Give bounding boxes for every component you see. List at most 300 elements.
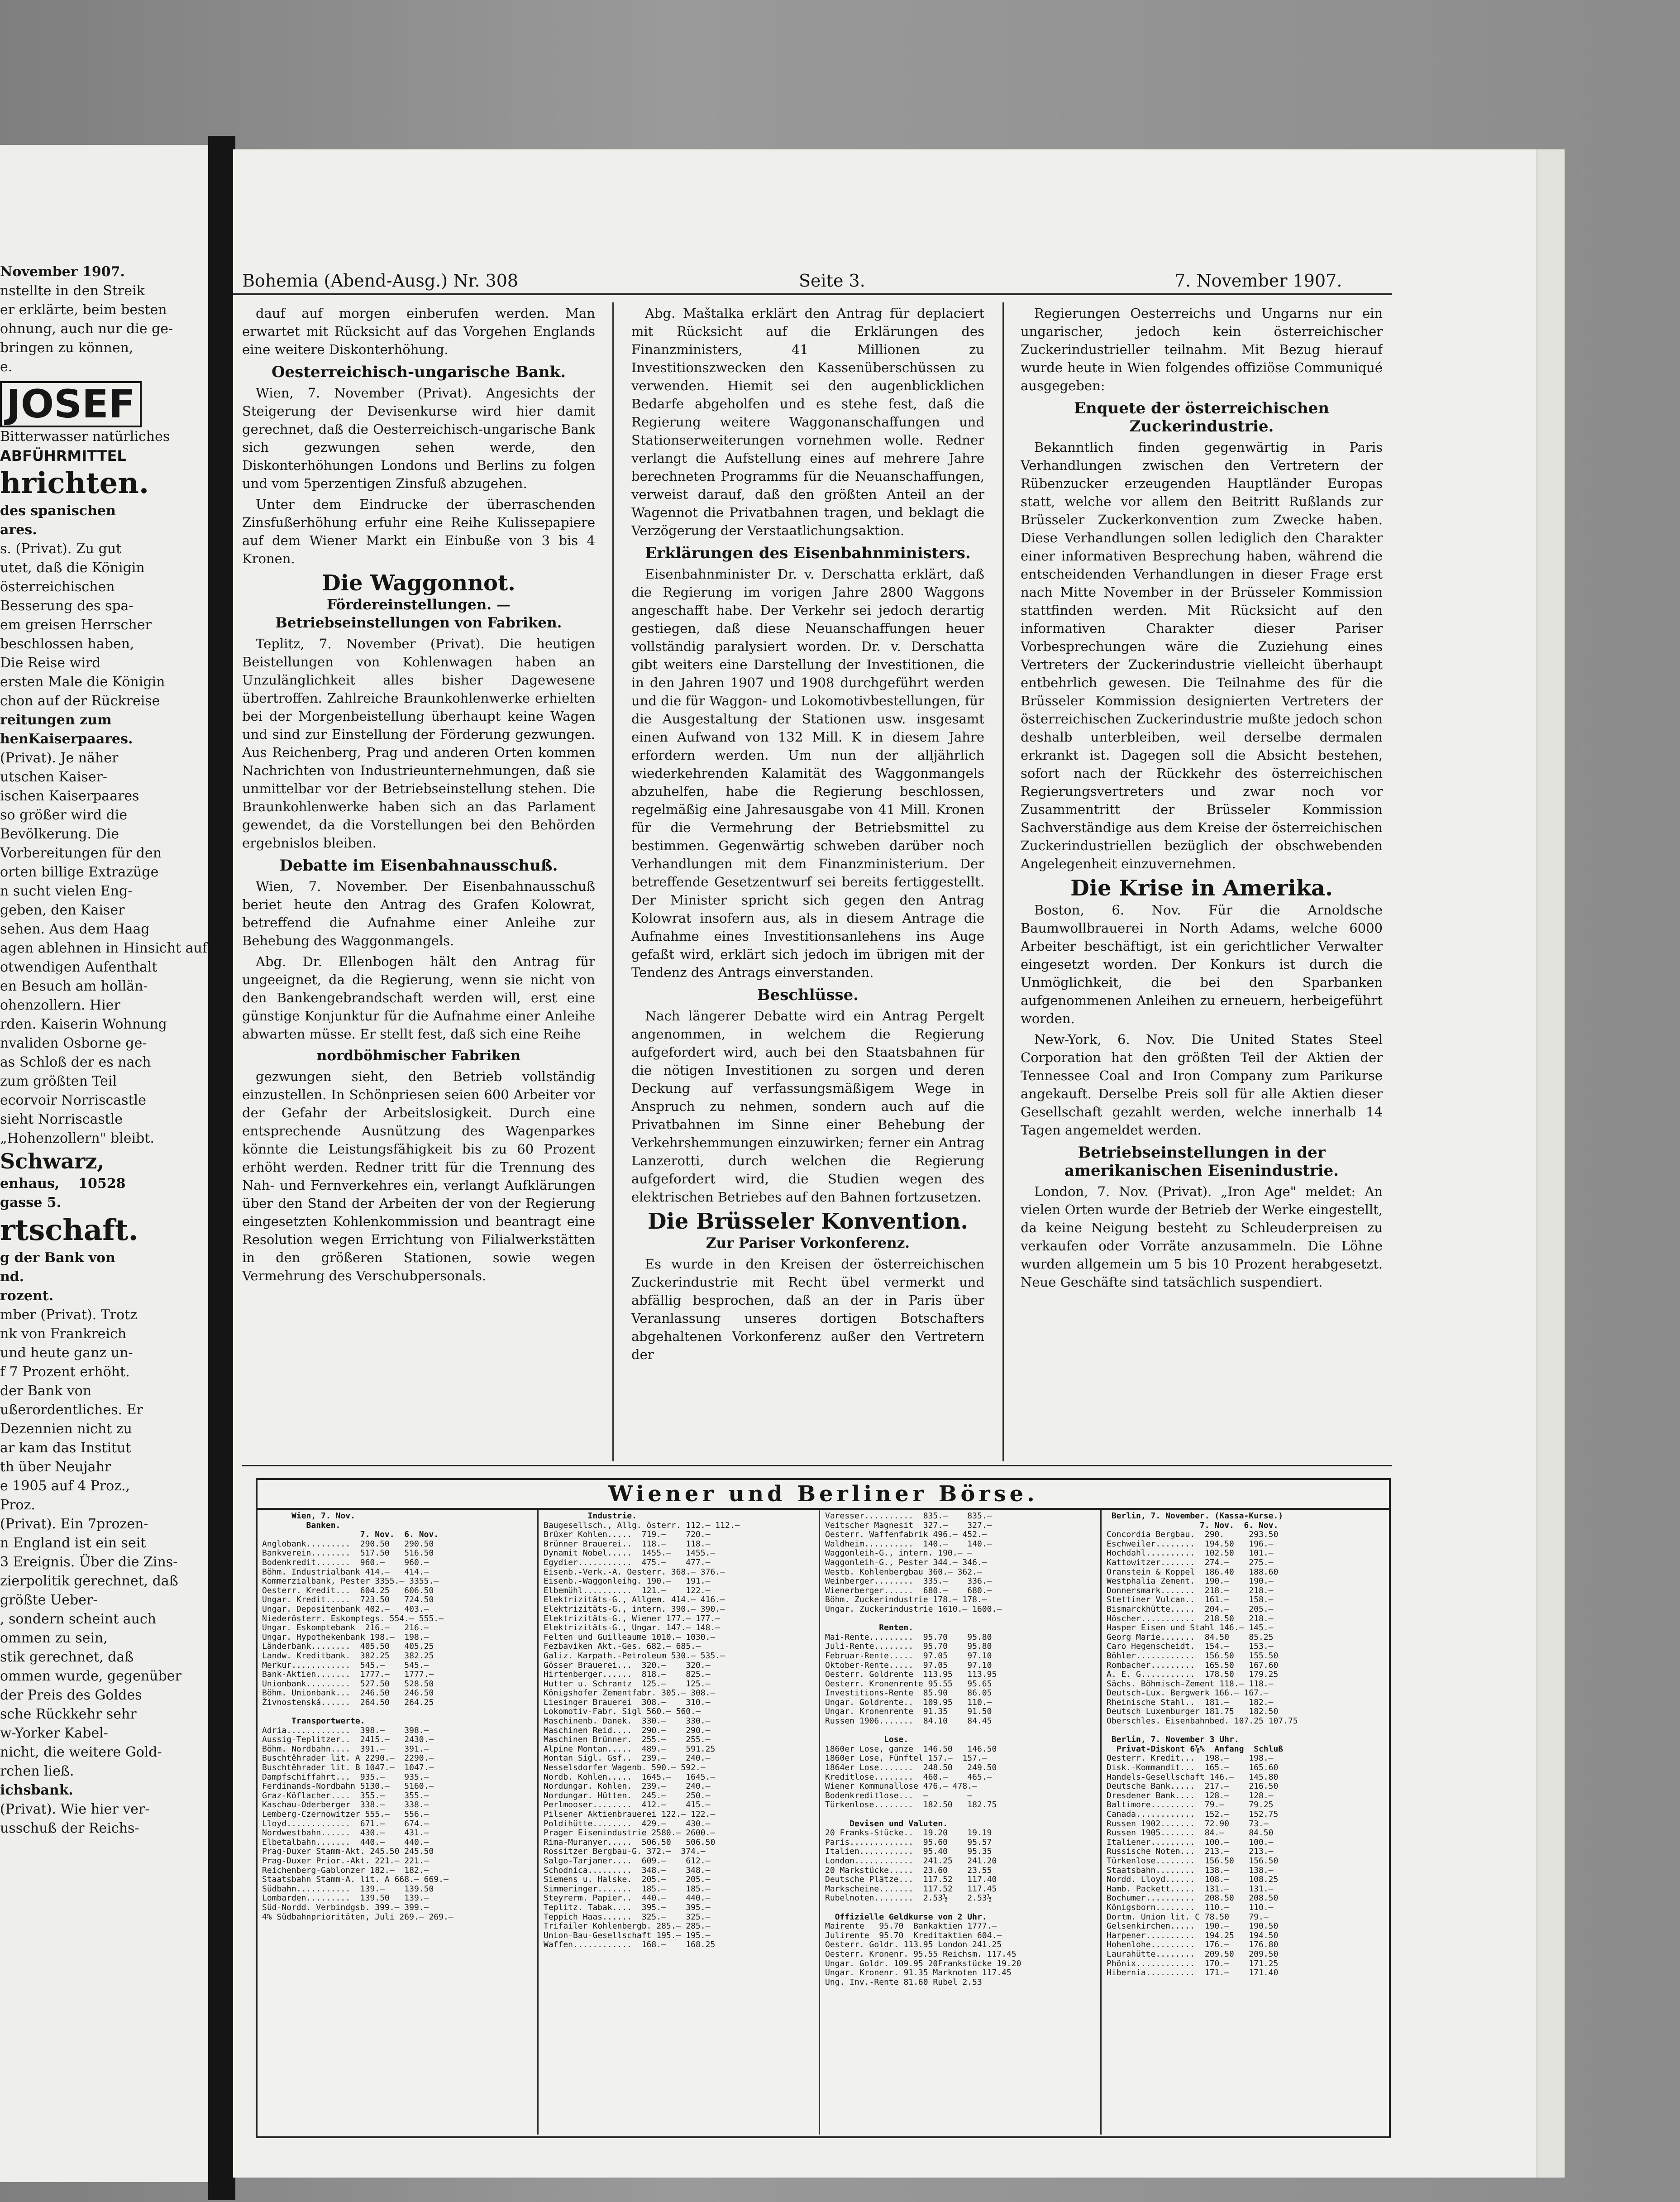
article-heading: Enquete der österreichischen Zuckerindustrie. [1074,399,1329,436]
quote-row: Hirtenberger...... 818.— 825.— [544,1670,711,1680]
quote-row: Gelsenkirchen..... 190.— 190.50 [1107,1921,1279,1931]
quote-row: Oesterr. Waffenfabrik 496.— 452.— [825,1530,987,1540]
quote-row: Phönix............ 170.— 171.25 [1107,1958,1279,1968]
left-page-line: e. [0,359,13,375]
quote-row: Hasper Eisen und Stahl 146.— 145.— [1107,1623,1274,1633]
left-page-line: utschen Kaiser- [0,769,108,785]
quote-row: Hochdahl.......... 102.50 101.— [1107,1548,1274,1558]
quote-section-heading: 7. Nov. 6. Nov. [262,1530,439,1540]
quote-row: Prag-Duxer Prior.-Akt. 221.— 221.— [262,1856,429,1866]
quote-row: 20 Markstücke..... 23.60 23.55 [825,1865,992,1875]
left-page-line: rchen ließ. [0,1763,74,1779]
quote-row: Russen 1906....... 84.10 84.45 [825,1716,992,1726]
quote-row: Adria............. 398.— 398.— [262,1725,429,1735]
left-page-line: Schwarz, [0,1149,105,1173]
quote-section-heading: Renten. [825,1623,914,1633]
paragraph: New-York, 6. Nov. Die United States Steel Corporation hat den größten Teil der Aktien der Tennessee Coal and Iron Company zum Parikurse angekauft. Derselbe Preis soll für alle Aktien dieser Gesellschaft gezahlt werden, welche innerhalb 14 Tagen angemeldet werden. [1021,1032,1383,1138]
quote-row: Veitscher Magnesit 327.— 327.— [825,1520,992,1530]
quotes-divider-3 [1100,1510,1102,2135]
left-page-line: rtschaft. [0,1213,138,1247]
quote-section-heading: Wien, 7. Nov. [262,1512,355,1521]
stock-exchange-title: Wiener und Berliner Börse. [258,1480,1389,1510]
quote-row: Kreditlose........ 460.— 465.— [825,1772,992,1782]
left-page-line: ersten Male die Königin [0,674,165,690]
quote-row: Juli-Rente........ 95.70 95.80 [825,1642,992,1652]
column-divider-2 [1002,302,1004,1461]
left-page-line: so größer wird die [0,807,128,823]
left-page-line: sehen. Aus dem Haag [0,921,150,937]
left-page-line: en Besuch am hollän- [0,978,148,994]
left-page-line: utet, daß die Königin [0,560,145,576]
left-page-line: Die Reise wird [0,655,101,671]
left-page-line: ohenzollern. Hier [0,997,120,1013]
paragraph: Regierungen Oesterreichs und Ungarns nur ein ungarischer, jedoch kein österreichischer Zuckerindustrieller teilnahm. Mit Bezug hierauf wurde heute in Wien folgendes offiziöse Communiqué ausgegeben: [1021,306,1383,393]
left-page-line: enhaus, 10528 [0,1176,126,1192]
left-page-line: ABFÜHRMITTEL [0,447,126,464]
quote-row: Paris............. 95.60 95.57 [825,1837,992,1847]
quote-row: Baugesellsch., Allg. österr. 112.— 112.— [544,1520,740,1530]
quote-row: Fezbaviken Akt.-Ges. 682.— 685.— [544,1642,701,1652]
quotes-divider-2 [819,1510,820,2135]
left-page-line: ar kam das Institut [0,1440,131,1456]
quote-row: Disk.-Kommandit... 165.— 165.60 [1107,1763,1279,1773]
quote-row: Westphalia Zement. 190.— 190.— [1107,1576,1274,1586]
quote-section-heading: Transportwerte. [262,1716,365,1726]
quote-row: Nesselsdorfer Wagenb. 590.— 592.— [544,1763,706,1773]
quote-row: Elbemühl.......... 121.— 122.— [544,1585,711,1595]
articles-bottom-rule [242,1465,1392,1466]
quote-row [825,1614,1092,1624]
left-page-line: zierpolitik gerechnet, daß [0,1573,178,1589]
left-page-line: beschlossen haben, [0,636,134,652]
left-page-line: nvaliden Osborne ge- [0,1035,147,1051]
left-page-line: sieht Norriscastle [0,1111,123,1127]
quotes-column-rents [825,1512,1092,1987]
quote-row: Nordungar. Kohlen. 239.— 240.— [544,1781,711,1791]
quote-row: 1864er Lose....... 248.50 249.50 [825,1763,997,1773]
left-page-line: der Bank von [0,1383,92,1399]
quote-row: Weinberger........ 335.— 336.— [825,1576,992,1586]
quote-section-heading: Offizielle Geldkurse von 2 Uhr. [825,1912,987,1922]
left-page-line: rozent. [0,1288,54,1304]
quote-row: Ungar. Kronenr. 91.35 Marknoten 117.45 [825,1968,1012,1978]
quote-row: Salgo-Tarjaner.... 609.— 612.— [544,1856,711,1866]
quote-row: Egydier........... 475.— 477.— [544,1557,711,1567]
left-page-line: ommen wurde, gegenüber [0,1668,181,1684]
quote-row: Türkenlose........ 156.50 156.50 [1107,1856,1279,1866]
stock-exchange-table [256,1478,1391,2138]
paragraph: Teplitz, 7. November (Privat). Die heutigen Beistellungen von Kohlenwagen haben an Unzulänglichkeit alles bisher Dagewesene übertroffen. Zahlreiche Braunkohlenwerke erhielten bei der Morgenbeistellung überhaupt keine Wagen und sind zur Einstellung der Förderung gezwungen. Aus Reichenberg, Prag und anderen Orten kommen Nachrichten von Industrieunternehmungen, daß sie unmittelbar vor der Betriebseinstellung stehen. Die Braunkohlenwerke haben sich an das Parlament gewendet, da die Vorstellungen bei den Behörden ergebnislos bleiben. [242,636,595,851]
paragraph: Bekanntlich finden gegenwärtig in Paris Verhandlungen zwischen den Vertretern der Rübenzucker erzeugenden Hauptländer Europas statt, welche vor allem den Beitritt Rußlands zur Brüsseler Zuckerkonvention zum Zwecke haben. Diese Verhandlungen sollen lediglich den Charakter einer informativen Besprechung haben, während die entscheidenden Verhandlungen in dieser Frage erst nach Mitte November in der Brüsseler Kommission stattfinden werden. Mit Rücksicht auf den informativen Charakter dieser Pariser Vorbesprechungen wäre die Zuziehung eines Vertreters der Zuckerindustrie vielleicht überhaupt entbehrlich gewesen. Die Teilnahme des für die Brüsseler Kommission designierten Vertreters der österreichischen Zuckerindustrie mußte jedoch schon deshalb unterbleiben, weil derselbe dermalen erkrankt ist. Dagegen soll die Absicht bestehen, sofort nach der Rückkehr des österreichischen Regierungsvertreters und zwar noch vor Zusammentritt der Brüsseler Kommission Sachverständige aus dem Kreise der österreichischen Zuckerindustriellen bezüglich der obschwebenden Angelegenheit einzuvernehmen. [1021,440,1383,871]
quote-row: Bank-Aktien....... 1777.— 1777.— [262,1670,434,1680]
paragraph: Abg. Maštalka erklärt den Antrag für deplaciert mit Rücksicht auf die Erklärungen des Finanzministers, 41 Millionen zu Investitionszwecken den Kassenüberschüssen zu verwenden. Hiemit sei den augenblicklichen Bedarfe abgeholfen und es stehe fest, daß die Regierung weitere Waggonanschaffungen und Stationserweiterungen vornehmen wolle. Redner verlangt die Aufstellung eines auf mehrere Jahre berechneten Programms für die Neuanschaffungen, verweist darauf, daß den größten Anteil an der Wagennot die Privatbahnen tragen, und beklagt die Verzögerung der Verstaatlichungsaktion. [631,306,984,538]
left-page-line: größte Ueber- [0,1592,98,1608]
quote-row: Harpener.......... 194.25 194.50 [1107,1930,1279,1940]
quote-row: Georg Marie....... 84.50 85.25 [1107,1632,1274,1642]
quote-row: Donnersmark....... 218.— 218.— [1107,1585,1274,1595]
quote-row: Handels-Gesellschaft 146.— 145.80 [1107,1772,1279,1782]
quote-row: Nordd. Lloyd...... 108.— 108.25 [1107,1875,1279,1885]
quote-row: Königsborn........ 110.— 110.— [1107,1902,1274,1912]
quote-row: Böhm. Unionbank... 246.50 246.50 [262,1688,434,1698]
quote-row: Maschinen Reid.... 290.— 290.— [544,1725,711,1735]
quote-row: Ungar. Goldrente.. 109.95 110.— [825,1697,992,1707]
quote-row: Bismarckhütte..... 204.— 205.— [1107,1604,1274,1614]
left-page-line: er erklärte, beim besten [0,302,167,318]
paragraph: Abg. Dr. Ellenbogen hält den Antrag für ungeeignet, da die Regierung, wenn sie nicht von den Bankengebrandschaft werden will, erst eine günstige Konjunktur für die Aufnahme einer Anleihe abwarten müsse. Er stellt fest, daß sich eine Reihe [242,954,595,1042]
quote-row: Russen 1902....... 72.90 73.— [1107,1819,1269,1829]
left-page-fragment [0,145,208,2182]
article-heading: Oesterreichisch-ungarische Bank. [271,363,566,381]
left-page-line: ares. [0,522,37,538]
quote-row: Oktober-Rente..... 97.05 97.10 [825,1660,992,1670]
left-page-line: „Hohenzollern" bleibt. [0,1130,154,1146]
quote-row: Union-Bau-Gesellschaft 195.— 195.— [544,1930,711,1940]
left-page-line: reitungen zum [0,712,112,728]
quotes-divider-1 [537,1510,539,2135]
quote-row: Königshofer Zementfabr. 305.— 308.— [544,1688,716,1698]
paragraph: Wien, 7. November. Der Eisenbahnausschuß beriet heute den Antrag des Grafen Kolowrat, betreffend die Aufnahme einer Anleihe zur Behebung des Waggonmangels. [242,879,595,948]
quote-row: Lokomotiv-Fabr. Sigl 560.— 560.— [544,1707,701,1717]
quote-row: Trifailer Kohlenbergb. 285.— 285.— [544,1921,711,1931]
left-page-line: n England ist ein seit [0,1535,146,1551]
quote-row: Lemberg-Czernowitzer 555.— 556.— [262,1809,429,1819]
quote-row: Rombacher......... 165.50 167.60 [1107,1660,1279,1670]
quote-section-heading: Privat-Diskont 6⅞% Anfang Schluß [1107,1744,1284,1754]
quote-row: Felten und Guilleaume 1010.— 1030.— [544,1632,716,1642]
quote-row: Landw. Kreditbank. 382.25 382.25 [262,1651,434,1661]
quote-row: Deutsch Luxemburger 181.75 182.50 [1107,1707,1279,1717]
left-page-line: ecorvoir Norriscastle [0,1092,146,1108]
quote-row: Rubelnoten........ 2.53½ 2.53½ [825,1893,992,1903]
quote-row: Nordwestbahn...... 430.— 431.— [262,1828,429,1838]
quote-row: Oesterr. Kredit... 198.— 198.— [1107,1753,1274,1763]
left-page-line: geben, den Kaiser [0,902,125,918]
paragraph: dauf auf morgen einberufen werden. Man erwartet mit Rücksicht auf das Vorgehen Englands eine weitere Diskonterhöhung. [242,306,595,357]
quote-row: Ungar. Kronenrente 91.35 91.50 [825,1707,992,1717]
masthead-title: Bohemia (Abend-Ausg.) Nr. 308 [242,271,519,291]
quote-row: Poldihütte........ 429.— 430.— [544,1819,711,1829]
quote-row: Investitions-Rente 85.90 86.05 [825,1688,992,1698]
left-page-line: n sucht vielen Eng- [0,883,133,899]
left-page-line: otwendigen Aufenthalt [0,959,158,975]
quote-row: Rheinische Stahl.. 181.— 182.— [1107,1697,1274,1707]
paragraph: Es wurde in den Kreisen der österreichischen Zuckerindustrie mit Recht übel vermerkt und abfällig besprochen, daß an der in Paris über Veranlassung unseres dortigen Botschafters abgehaltenen Vorkonferenz außer den Vertretern der [631,1256,984,1362]
left-page-line: Besserung des spa- [0,598,134,614]
left-page-line: (Privat). Wie hier ver- [0,1801,150,1817]
left-page-line: orten billige Extrazüge [0,864,159,880]
quote-row: Elektrizitäts-G., intern. 390.— 390.— [544,1604,725,1614]
article-heading: Betriebseinstellungen in der amerikanischen Eisenindustrie. [1064,1144,1339,1180]
quote-row: Oesterr. Kronenr. 95.55 Reichsm. 117.45 [825,1949,1017,1959]
quote-section-heading: Berlin, 7. November. (Kassa-Kurse.) [1107,1512,1284,1521]
quotes-column-vienna-banks [262,1512,529,1922]
quote-row: Südbahn........... 139.— 139.50 [262,1884,434,1894]
quote-row: Oesterr. Goldr. 113.95 London 241.25 [825,1940,1002,1950]
left-page-line: ußerordentliches. Er [0,1402,143,1418]
article-heading: Erklärungen des Eisenbahnministers. [645,544,971,562]
quote-row: Kommerzialbank, Pester 3355.— 3355.— [262,1576,439,1586]
quote-row: Oesterr. Kronenrente 95.55 95.65 [825,1679,992,1689]
left-page-line: (Privat). Ein 7prozen- [0,1516,148,1532]
left-page-line: 3 Ereignis. Über die Zins- [0,1554,178,1570]
quote-row: Türkenlose........ 182.50 182.75 [825,1800,997,1810]
quote-row: Ungar. Zuckerindustrie 1610.— 1600.— [825,1604,1002,1614]
quote-row: Länderbank........ 405.50 405.25 [262,1642,434,1652]
quote-row: Böhler............ 156.50 155.50 [1107,1651,1279,1661]
quote-row: Oesterr. Kredit... 604.25 606.50 [262,1585,434,1595]
left-page-line: , sondern scheint auch [0,1611,157,1627]
left-page-line: mber (Privat). Trotz [0,1307,138,1323]
quotes-column-industry [544,1512,811,1950]
quote-row: Perlmooser........ 412.— 415.— [544,1800,711,1810]
quote-row: Italien........... 95.40 95.35 [825,1847,992,1857]
quote-row: Prager Eisenindustrie 2580.— 2600.— [544,1828,716,1838]
quote-row: Böhm. Industrialbank 414.— 414.— [262,1567,429,1577]
quote-section-heading: 7. Nov. 6. Nov. [1107,1520,1279,1530]
quote-row: Živnostenská...... 264.50 264.25 [262,1697,434,1707]
article-subheading: Zur Pariser Vorkonferenz. [706,1235,910,1251]
paragraph: Eisenbahnminister Dr. v. Derschatta erklärt, daß die Regierung im vorigen Jahre 2800 Waggons angeschafft habe. Der Verkehr sei jedoch derartig gestiegen, daß diese Neuanschaffungen heuer vollständig paralysiert worden. Dr. v. Derschatta gibt weiters eine Darstellung der Investitionen, die in den Jahren 1907 und 1908 durchgeführt werden und die für Waggon- und Lokomotivbestellungen, für die Ausgestaltung der Stationen usw. insgesamt einen Aufwand von 132 Mill. K in diesem Jahre erfordern werden. Um nun der alljährlich wiederkehrenden Kalamität des Waggonmangels abzuhelfen, habe die Regierung beschlossen, regelmäßig eine Jahresausgabe von 41 Mill. Kronen für die Vermehrung der Betriebsmittel zu bestimmen. Gegenwärtig schweben darüber noch Verhandlungen mit dem Finanzministerium. Der betreffende Gesetzentwurf sei bereits fertiggestellt. Der Minister spricht sich gegen den Antrag Kolowrat insofern aus, als in diesem Antrage die Aufnahme eines Investitionsanlehens ins Auge gefaßt wird, erklärt sich jedoch im übrigen mit der Tendenz des Antrags einverstanden. [631,566,984,980]
left-page-line: ommen zu sein, [0,1630,108,1646]
quote-row: Oesterr. Goldrente 113.95 113.95 [825,1670,997,1680]
quote-row: Liesinger Brauerei 308.— 310.— [544,1697,711,1707]
quote-row: Dampfschiffahrt... 935.— 935.— [262,1772,429,1782]
left-page-line: nicht, die weitere Gold- [0,1744,162,1760]
quote-row: Ungar. Kredit..... 723.50 724.50 [262,1595,434,1605]
quote-section-heading: Banken. [262,1520,341,1530]
quote-row: Staatsbahn Stamm-A. lit. A 668.— 669.— [262,1875,449,1885]
quote-row: Ung. Inv.-Rente 81.60 Rubel 2.53 [825,1977,982,1987]
quote-row: Wiener Kommunallose 476.— 478.— [825,1781,977,1791]
quote-row: Galiz. Karpath.-Petroleum 530.— 535.— [544,1651,725,1661]
quote-row: Prag-Duxer Stamm-Akt. 245.50 245.50 [262,1847,434,1857]
left-page-line: agen ablehnen in Hinsicht auf [0,940,207,956]
quote-row: Kattowitzer....... 274.— 275.— [1107,1557,1274,1567]
left-page-line: ichsbank. [0,1782,73,1798]
quote-row: Schodnica......... 348.— 348.— [544,1865,711,1875]
quote-row: Julirente 95.70 Kreditaktien 604.— [825,1930,1002,1940]
quote-row: Elbetalbahn....... 440.— 440.— [262,1837,429,1847]
quote-row: Staatsbahn........ 138.— 138.— [1107,1865,1274,1875]
quote-row: Böhm. Zuckerindustrie 178.— 178.— [825,1595,987,1605]
left-page-line: Proz. [0,1497,35,1513]
quote-row: Hamb. Packett..... 131.— 131.— [1107,1884,1274,1894]
left-page-line: nk von Frankreich [0,1326,127,1342]
quote-row [825,1810,1092,1819]
article-column-1 [242,304,595,1463]
quote-row: Gösser Brauerei... 320.— 320.— [544,1660,711,1670]
quote-section-heading: Berlin, 7. November 3 Uhr. [1107,1735,1239,1745]
next-page-edge [1537,149,1565,2178]
quote-row: Lombarden......... 139.50 139.— [262,1893,429,1903]
quote-row: Niederösterr. Eskomptegs. 554.— 555.— [262,1613,444,1623]
quote-row: Italiener......... 100.— 100.— [1107,1837,1274,1847]
left-page-line: ischen Kaiserpaares [0,788,139,804]
quote-row: Nordb. Kohlen..... 1645.— 1645.— [544,1772,716,1782]
quote-row: Maschinenb. Danek. 330.— 330.— [544,1716,711,1726]
quote-row: Süd-Nordd. Verbindgsb. 399.— 399.— [262,1902,429,1912]
quote-row: Waggonleih-G., Pester 344.— 346.— [825,1557,987,1567]
left-page-line: zum größten Teil [0,1073,117,1089]
section-headline: Die Brüsseler Konvention. [647,1209,969,1234]
quote-row: Eisenb.-Waggonleihg. 190.— 191.— [544,1576,711,1586]
left-page-line: November 1907. [0,264,125,280]
left-page-line: gasse 5. [0,1195,62,1211]
left-page-line: w-Yorker Kabel- [0,1725,108,1741]
article-column-3 [1021,304,1383,1463]
quote-row: Hutter u. Schrantz 125.— 125.— [544,1679,711,1689]
left-page-line: chon auf der Rückreise [0,693,160,709]
quote-row: Hohenlohe......... 176.— 176.80 [1107,1940,1279,1950]
left-page-line: nd. [0,1269,24,1285]
quote-row: Nordungar. Hütten. 245.— 250.— [544,1790,711,1800]
quote-row: Oberschles. Eisenbahnbed. 107.25 107.75 [1107,1716,1298,1726]
quote-row: Laurahütte........ 209.50 209.50 [1107,1949,1279,1959]
paragraph: Unter dem Eindrucke der überraschenden Zinsfußerhöhung erfuhr eine Reihe Kulissepapiere auf dem Wiener Markt ein Einbuße von 3 bis 4 Kronen. [242,497,595,566]
section-headline: Die Waggonnot. [322,570,515,596]
left-page-line: österreichischen [0,579,115,595]
quote-row: Steyrerm. Papier.. 440.— 440.— [544,1893,711,1903]
paragraph: gezwungen sieht, den Betrieb vollständig einzustellen. In Schönpriesen seien 600 Arbeiter vor der Gefahr der Arbeitslosigkeit. Durch eine entsprechende Ausnützung des Wagenparkes könnte die Leistungsfähigkeit bis zu 60 Prozent erhöht werden. Redner tritt für die Trennung des Nah- und Fernverkehres ein, verlangt Aufklärungen über den Stand der Arbeiten der von der Regierung eingesetzten Kohlenkommission und beantragt eine Resolution wegen Errichtung von Filialwerkstätten in den größeren Stationen, sowie wegen Vermehrung des Verschubpersonals. [242,1069,595,1283]
quote-row: Rossitzer Bergbau-G. 372.— 374.— [544,1847,706,1857]
quote-row: Hibernia.......... 171.— 171.40 [1107,1968,1279,1978]
quote-section-heading: Industrie. [544,1512,637,1521]
left-page-line: Dezennien nicht zu [0,1421,132,1437]
quote-row: Montan Sigl. Gsf.. 239.— 240.— [544,1753,711,1763]
quote-row [825,1726,1092,1736]
quote-row: Lloyd............. 671.— 674.— [262,1819,429,1829]
quote-row: Concordia Bergbau. 290. 293.50 [1107,1530,1279,1540]
paragraph: Nach längerer Debatte wird ein Antrag Pergelt angenommen, in welchem die Regierung aufgefordert wird, auch bei den Staatsbahnen für die nötigen Investitionen zu sorgen und deren Deckung auf verfassungsmäßigem Wege in Anspruch zu nehmen, sondern auch auf die Privatbahnen im Sinne einer Behebung der Verkehrshemmungen einzuwirken; ferner ein Antrag Lanzerotti, durch welchen die Regierung aufgefordert wird, die Studien wegen des elektrischen Betriebes auf den Bahnen fortzusetzen. [631,1008,984,1205]
quote-row: Buschtěhrader lit. A 2290.— 2290.— [262,1753,434,1763]
quote-row: Dresdener Bank.... 128.— 128.— [1107,1790,1274,1800]
quote-row: Merkur............ 545.— 545.— [262,1660,429,1670]
article-subheading: Fördereinstellungen. — Betriebseinstellungen von Fabriken. [275,597,562,631]
quote-row: Markscheine....... 117.52 117.45 [825,1884,997,1894]
article-subheading: nordböhmischer Fabriken [316,1048,521,1064]
newspaper-page [233,149,1537,2178]
paragraph: London, 7. Nov. (Privat). „Iron Age" meldet: An vielen Orten wurde der Betrieb der Werke eingestellt, da keine Neigung besteht zu Schleuderpreisen zu verkaufen oder Vorräte anzusammeln. Die Löhne wurden allgemein um 5 bis 10 Prozent herabgesetzt. Neue Geschäfte sind tatsächlich suspendiert. [1021,1184,1383,1290]
quote-row: Elektrizitäts-G., Ungar. 147.— 148.— [544,1623,721,1633]
quote-row: Siemens u. Halske. 205.— 205.— [544,1875,711,1885]
quote-row: London............ 241.25 241.20 [825,1856,997,1866]
quote-row: Elektrizitäts-G., Wiener 177.— 177.— [544,1613,721,1623]
left-page-line: f 7 Prozent erhöht. [0,1364,130,1380]
quote-row: Deutsche Bank..... 217.— 216.50 [1107,1781,1279,1791]
quote-row: Rima-Muranyer..... 506.50 506.50 [544,1837,716,1847]
quote-row: Elektrizitäts-G., Allgem. 414.— 416.— [544,1595,725,1605]
article-heading: Beschlüsse. [757,986,859,1004]
quote-row: Ferdinands-Nordbahn 5130.— 5160.— [262,1781,434,1791]
quote-section-heading: Lose. [825,1735,909,1745]
left-page-line: hrichten. [0,466,149,500]
quote-row: Teppich Haas...... 325.— 325.— [544,1912,711,1922]
quote-row: Waldheim.......... 140.— 140.— [825,1539,992,1549]
quote-row: Pilsener Aktienbrauerei 122.— 122.— [544,1809,716,1819]
left-page-line: usschuß der Reichs- [0,1820,139,1836]
section-headline: Die Krise in Amerika. [1070,876,1333,901]
left-page-line: e 1905 auf 4 Proz., [0,1478,130,1494]
book-binding-gutter [208,136,235,2200]
quote-row: Varesser.......... 835.— 835.— [825,1512,992,1521]
left-page-line: as Schloß der es nach [0,1054,151,1070]
quote-row: Maschinen Brünner. 255.— 255.— [544,1735,711,1745]
left-page-line: s. (Privat). Zu gut [0,541,122,557]
left-page-line: JOSEF [0,381,142,427]
quote-row: Russische Noten... 213.— 213.— [1107,1847,1274,1857]
quote-row [1107,1726,1383,1736]
quote-row: Sächs. Böhmisch-Zement 118.— 118.— [1107,1679,1274,1689]
quote-row: Westb. Kohlenbergbau 360.— 362.— [825,1567,982,1577]
quote-row: Brüxer Kohlen..... 719.— 720.— [544,1530,711,1540]
left-page-line: em greisen Herrscher [0,617,152,633]
quote-row: Aussig-Teplitzer.. 2415.— 2430.— [262,1735,434,1745]
quote-row: Bankverein........ 517.50 516.50 [262,1548,434,1558]
paragraph: Boston, 6. Nov. Für die Arnoldsche Baumwollbrauerei in North Adams, welche 6000 Arbeiter beschäftigt, ist ein gerichtlicher Verwalter eingesetzt worden. Der Konkurs ist durch die Unmöglichkeit, die bei den Sparbanken aufgenommenen Anleihen zu erneuern, herbeigeführt worden. [1021,902,1383,1026]
quote-row: Mairente 95.70 Bankaktien 1777.— [825,1921,997,1931]
left-page-line: und heute ganz un- [0,1345,133,1361]
quote-row: Mai-Rente......... 95.70 95.80 [825,1632,992,1642]
quote-row: Deutsche Plätze... 117.52 117.40 [825,1875,997,1885]
quote-row: Wienerberger...... 680.— 680.— [825,1585,992,1595]
left-page-line: Bitterwasser natürliches [0,429,170,445]
column-divider-1 [612,302,614,1461]
article-column-2 [631,304,984,1463]
quote-row [262,1707,529,1717]
left-page-line: henKaiserpaares. [0,731,133,747]
quote-row: Russen 1905....... 84.— 84.50 [1107,1828,1274,1838]
quote-row: 20 Franks-Stücke.. 19.20 19.19 [825,1828,992,1838]
left-page-line: der Preis des Goldes [0,1687,142,1703]
left-page-line: th über Neujahr [0,1459,111,1475]
left-page-line: Vorbereitungen für den [0,845,162,861]
quote-row: Stettiner Vulcan.. 161.— 158.— [1107,1595,1274,1605]
left-page-line: nstellte in den Streik [0,283,145,299]
paragraph: Wien, 7. November (Privat). Angesichts der Steigerung der Devisenkurse wird hier damit gerechnet, daß die Oesterreichisch-ungarische Bank sich gezwungen sehen werde, den Diskonterhöhungen Londons und Berlins zu folgen und vom 5perzentigen Zinsfuß abzugehen. [242,385,595,491]
quote-row: Simmeringer....... 185.— 185.— [544,1884,711,1894]
page-header [233,271,1392,294]
quote-row: Höscher........... 218.50 218.— [1107,1613,1274,1623]
quote-row: 1860er Lose, Fünftel 157.— 157.— [825,1753,987,1763]
issue-date: 7. November 1907. [1174,271,1342,291]
article-heading: Debatte im Eisenbahnausschuß. [279,857,558,875]
quote-row: 1860er Lose, ganze 146.50 146.50 [825,1744,997,1754]
quote-row: Anglobank......... 290.50 290.50 [262,1539,434,1549]
quote-row: Kaschau-Oderberger 338.— 338.— [262,1800,429,1810]
left-page-line: (Privat). Je näher [0,750,119,766]
quote-row: Bodenkreditlose... — — [825,1790,973,1800]
page-number: Seite 3. [799,271,865,291]
left-page-line: rden. Kaiserin Wohnung [0,1016,167,1032]
quote-row: Caro Hegenscheidt. 154.— 153.— [1107,1642,1274,1652]
quote-row: A. E. G........... 178.50 179.25 [1107,1670,1279,1680]
quote-row: Alpine Montan..... 489.— 591.25 [544,1744,716,1754]
left-page-column [0,263,207,1838]
left-page-line: Bevölkerung. Die [0,826,119,842]
quote-row: Reichenberg-Gablonzer 182.— 182.— [262,1865,429,1875]
left-page-line: ohnung, auch nur die ge- [0,321,173,337]
quote-row: Buschtěhrader lit. B 1047.— 1047.— [262,1763,434,1773]
quote-row: Baltimore......... 79.— 79.25 [1107,1800,1274,1810]
left-page-line: des spanischen [0,503,116,519]
left-page-line: stik gerechnet, daß [0,1649,134,1665]
quote-row: Waffen............ 168.— 168.25 [544,1940,716,1950]
quote-row: Böhm. Nordbahn.... 391.— 391.— [262,1744,429,1754]
quote-row: Graz-Köflacher.... 355.— 355.— [262,1790,429,1800]
quote-row: Eisenb.-Verk.-A. Oesterr. 368.— 376.— [544,1567,725,1577]
quote-row: Bochumer.......... 208.50 208.50 [1107,1893,1279,1903]
